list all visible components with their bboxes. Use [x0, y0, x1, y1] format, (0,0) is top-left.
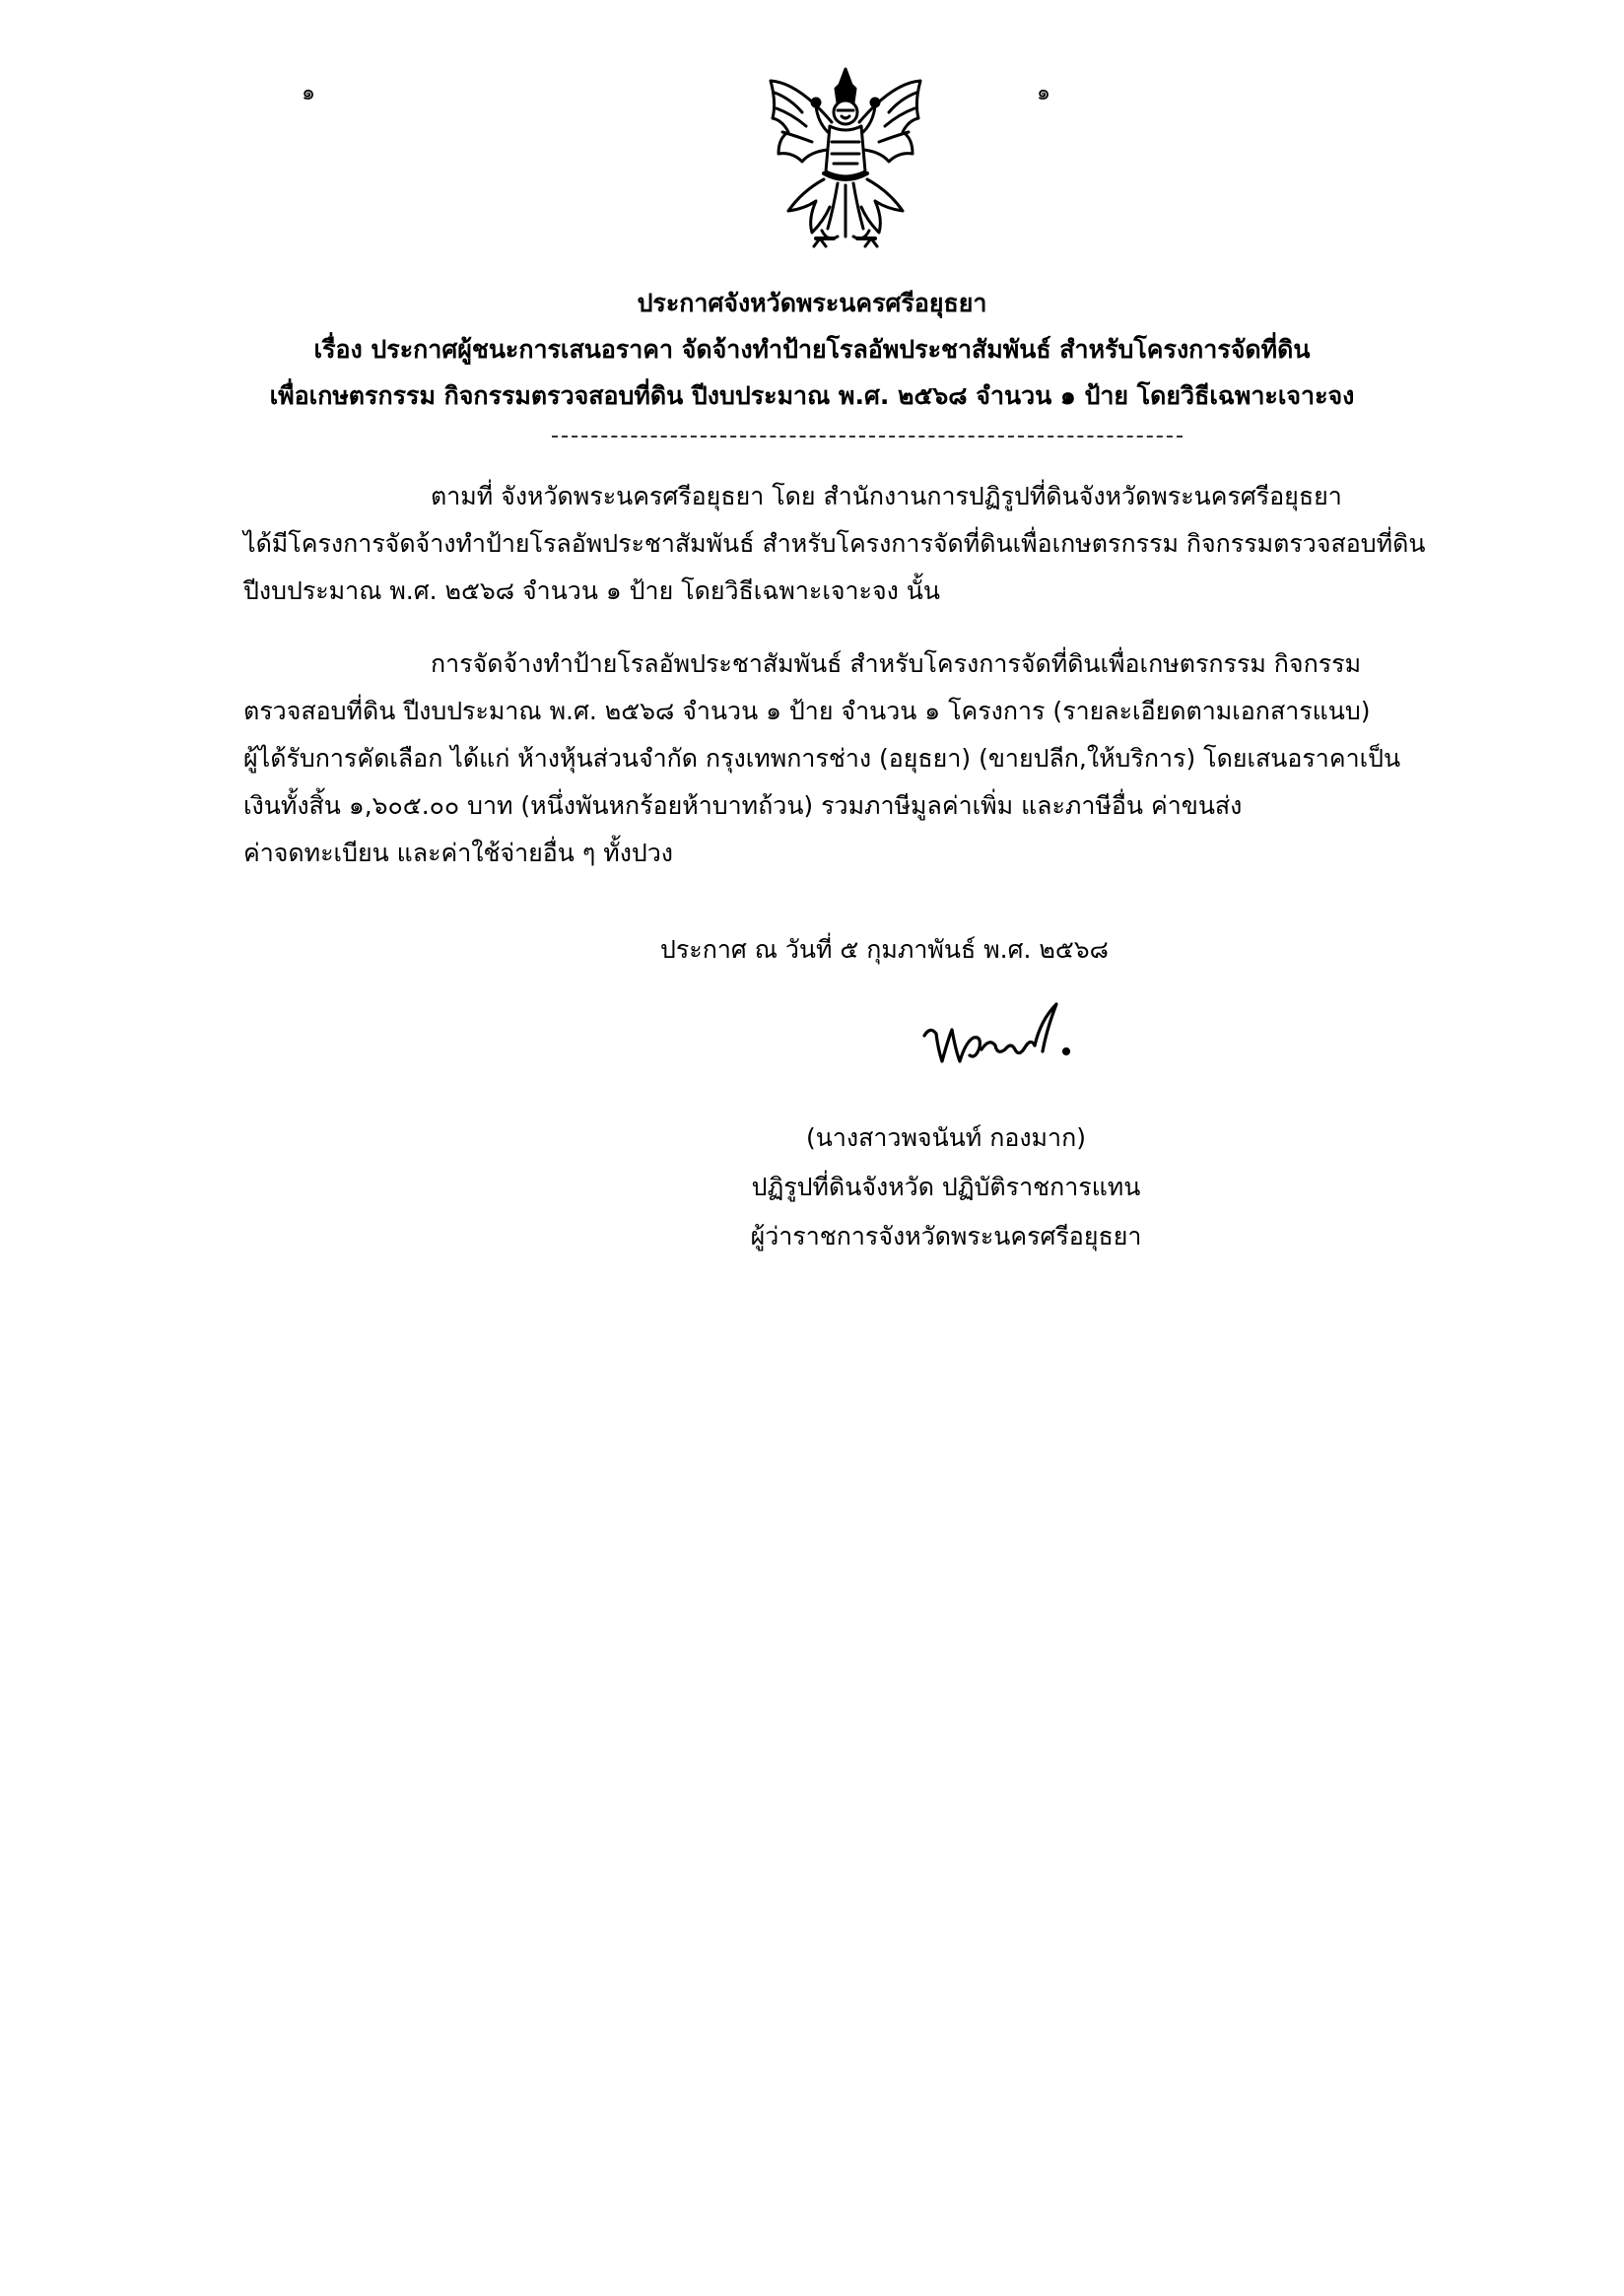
paragraph-1-line-3: ปีงบประมาณ พ.ศ. ๒๕๖๘ จำนวน ๑ ป้าย โดยวิธีเฉพาะเจาะจง นั้น: [243, 576, 940, 605]
paragraph-2-line-2: ตรวจสอบที่ดิน ปีงบประมาณ พ.ศ. ๒๕๖๘ จำนวน ๑ ป้าย จำนวน ๑ โครงการ (รายละเอียดตามเอกสารแนบ): [243, 697, 1371, 725]
signer-block: [631, 1114, 1261, 1261]
announcement-date: ประกาศ ณ วันที่ ๕ กุมภาพันธ์ พ.ศ. ๒๕๖๘: [660, 935, 1109, 964]
header-mark-left: ๑: [302, 81, 315, 105]
paragraph-2-line-1: การจัดจ้างทำป้ายโรลอัพประชาสัมพันธ์ สำหรับโครงการจัดที่ดินเพื่อเกษตรกรรม กิจกรรม: [431, 649, 1362, 678]
header-mark-right: ๑: [1037, 81, 1050, 105]
title-line-3: เพื่อเกษตรกรรม กิจกรรมตรวจสอบที่ดิน ปีงบประมาณ พ.ศ. ๒๕๖๘ จำนวน ๑ ป้าย โดยวิธีเฉพาะเจาะจง: [269, 381, 1355, 410]
paragraph-1: [243, 473, 1483, 615]
document-title: [148, 280, 1476, 419]
paragraph-1-line-2: ได้มีโครงการจัดจ้างทำป้ายโรลอัพประชาสัมพันธ์ สำหรับโครงการจัดที่ดินเพื่อเกษตรกรรม กิจกรรมตรวจสอบที่ดิน: [243, 529, 1426, 558]
paragraph-2-line-5: ค่าจดทะเบียน และค่าใช้จ่ายอื่น ๆ ทั้งปวง: [243, 839, 674, 867]
paragraph-2: [243, 641, 1483, 877]
signature-icon: [916, 990, 1084, 1084]
paragraph-2-line-4: เงินทั้งสิ้น ๑,๖๐๕.๐๐ บาท (หนึ่งพันหกร้อยห้าบาทถ้วน) รวมภาษีมูลค่าเพิ่ม และภาษีอื่น ค่าขนส่ง: [243, 791, 1243, 820]
garuda-emblem-icon: [759, 63, 932, 254]
signer-position-2: ผู้ว่าราชการจังหวัดพระนครศรีอยุธยา: [750, 1222, 1142, 1250]
signer-name: (นางสาวพจนันท์ กองมาก): [806, 1123, 1086, 1152]
paragraph-2-line-3: ผู้ได้รับการคัดเลือก ได้แก่ ห้างหุ้นส่วนจำกัด กรุงเทพการช่าง (อยุธยา) (ขายปลีก,ให้บริการ) โดยเสนอราคาเป็น: [243, 744, 1401, 773]
title-line-2: เรื่อง ประกาศผู้ชนะการเสนอราคา จัดจ้างทำป้ายโรลอัพประชาสัมพันธ์ สำหรับโครงการจัดที่ดิน: [313, 335, 1311, 364]
title-separator: [552, 436, 1183, 438]
signer-position-1: ปฏิรูปที่ดินจังหวัด ปฏิบัติราชการแทน: [751, 1173, 1141, 1201]
paragraph-1-line-1: ตามที่ จังหวัดพระนครศรีอยุธยา โดย สำนักงานการปฏิรูปที่ดินจังหวัดพระนครศรีอยุธยา: [431, 482, 1342, 510]
title-line-1: ประกาศจังหวัดพระนครศรีอยุธยา: [637, 289, 987, 317]
